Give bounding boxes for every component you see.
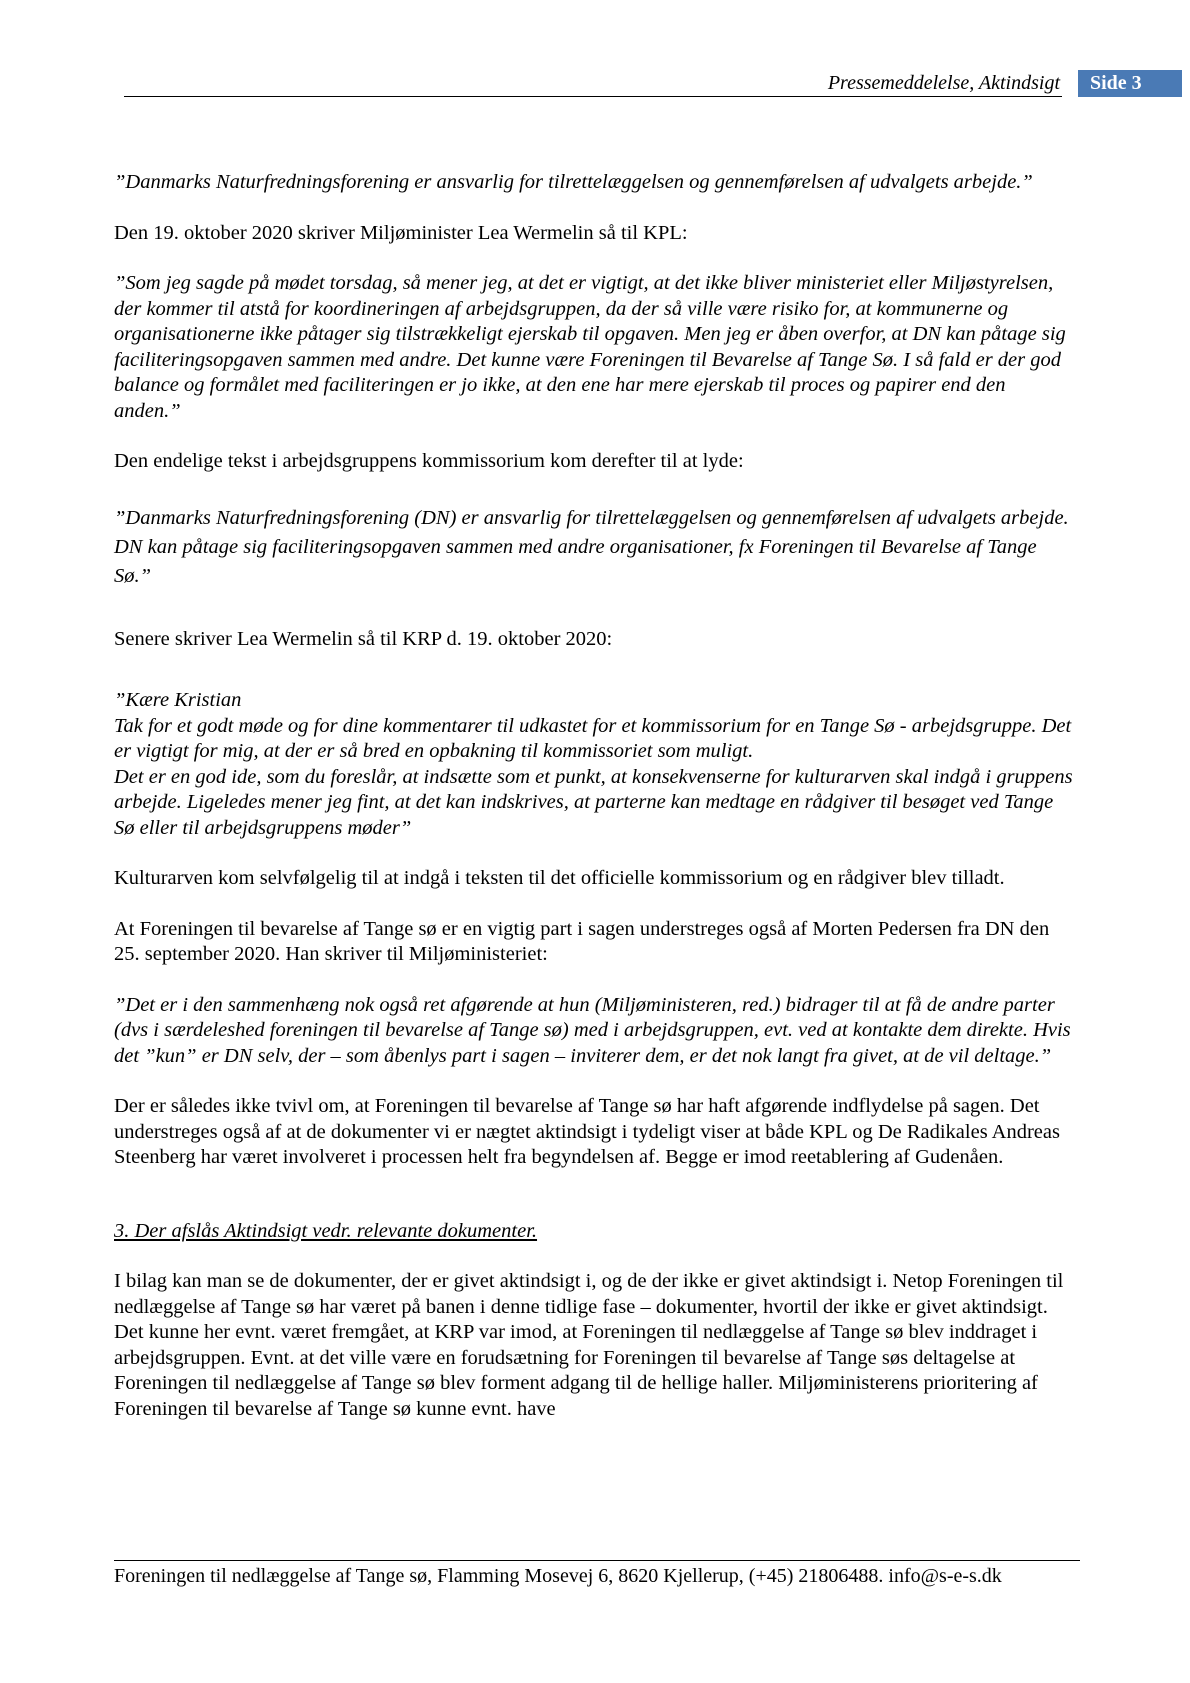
page-number-badge: Side 3 [1078,70,1182,97]
paragraph-appendix: I bilag kan man se de dokumenter, der er givet aktindsigt i, og de der ikke er givet aktindsigt i. Netop Foreningen til nedlæggelse af Tange sø har været på banen i denne tidlige fase – dokumenter, hvortil der ikke er givet aktindsigt. Det kunne her evnt. været fremgået, at KRP var imod, at Foreningen til nedlæggelse af Tange sø blev inddraget i arbejdsgruppen. Evnt. at det ville være en forudsætning for Foreningen til bevarelse af Tange søs deltagelse at Foreningen til nedlæggelse af Tange sø blev forment adgang til de hellige haller. Miljøministerens prioritering af Foreningen til bevarelse af Tange sø kunne evnt. have [114,1270,1064,1420]
footer-contact-text: Foreningen til nedlæggelse af Tange sø, Flamming Mosevej 6, 8620 Kjellerup, (+45) 21806488. info@s-e-s.dk [114,1565,1002,1587]
paragraph-final-text: Den endelige tekst i arbejdsgruppens kommissorium kom derefter til at lyde: [114,450,744,472]
page-header [124,70,1190,100]
paragraph-morten-pedersen: At Foreningen til bevarelse af Tange sø er en vigtig part i sagen understreges også af Morten Pedersen fra DN den 25. september 2020. Han skriver til Miljøministeriet: [114,917,1050,965]
footer-rule [114,1560,1080,1561]
quote-letter-part-2: Det er en god ide, som du foreslår, at indsætte som et punkt, at konsekvenserne for kulturarven skal indgå i gruppens arbejde. Ligeledes mener jeg fint, at det kan indskrives, at parterne kan medtage en rådgiver til besøget ved Tange Sø eller til arbejdsgruppens møder” [114,765,1073,839]
header-rule [124,96,1062,97]
header-title: Pressemeddelelse, Aktindsigt [827,72,1060,94]
quote-greeting: ”Kære Kristian [114,689,242,711]
paragraph-wermelin-to-krp: Senere skriver Lea Wermelin så til KRP d. 19. oktober 2020: [114,627,613,650]
document-body [114,170,1074,1422]
paragraph-cultural-heritage: Kulturarven kom selvfølgelig til at indgå i teksten til det officielle kommissorium og en rådgiver blev tilladt. [114,867,1005,889]
quote-dn-responsibility: ”Danmarks Naturfredningsforening er ansvarlig for tilrettelæggelsen og gennemførelsen af udvalgets arbejde.” [114,171,1033,193]
paragraph-minister-to-kpl: Den 19. oktober 2020 skriver Miljøminister Lea Wermelin så til KPL: [114,221,688,244]
paragraph-influence: Der er således ikke tvivl om, at Foreningen til bevarelse af Tange sø har haft afgørende indflydelse på sagen. Det understreges også af at de dokumenter vi er nægtet aktindsigt i tydeligt viser at både KPL og De Radikales Andreas Steenberg har været involveret i processen helt fra begyndelsen af. Begge er imod reetablering af Gudenåen. [114,1095,1060,1168]
section-heading-3: 3. Der afslås Aktindsigt vedr. relevante dokumenter. [114,1219,538,1242]
quote-letter-part-1: Tak for et godt møde og for dine kommentarer til udkastet for et kommissorium for en Tange Sø - arbejdsgruppe. Det er vigtigt for mig, at der er så bred en opbakning til kommissoriet som muligt. [114,714,1072,762]
quote-minister-letter: ”Som jeg sagde på mødet torsdag, så mener jeg, at det er vigtigt, at det ikke bliver ministeriet eller Miljøstyrelsen, der kommer til atstå for koordineringen af arbejdsgruppen, da der så ville være risiko for, at kommunerne og organisationerne ikke påtager sig tilstrækkeligt ejerskab til opgaven. Men jeg er åben overfor, at DN kan påtage sig faciliteringsopgaven sammen med andre. Det kunne være Foreningen til Bevarelse af Tange Sø. I så fald er der god balance og formålet med faciliteringen er jo ikke, at den ene har mere ejerskab til proces og papirer end den anden.” [114,272,1066,422]
quote-commission-text: ”Danmarks Naturfredningsforening (DN) er ansvarlig for tilrettelæggelsen og gennemførelsen af udvalgets arbejde. DN kan påtage sig faciliteringsopgaven sammen med andre organisationer, fx Foreningen til Bevarelse af Tange Sø.” [114,506,1069,587]
page-footer [114,1560,1080,1588]
quote-morten-pedersen: ”Det er i den sammenhæng nok også ret afgørende at hun (Miljøministeren, red.) bidrager til at få de andre parter (dvs i særdeleshed foreningen til bevarelse af Tange sø) med i arbejdsgruppen, evt. ved at kontakte dem direkte. Hvis det ”kun” er DN selv, der – som åbenlys part i sagen – inviterer dem, er det nok langt fra givet, at de vil deltage.” [114,993,1071,1067]
